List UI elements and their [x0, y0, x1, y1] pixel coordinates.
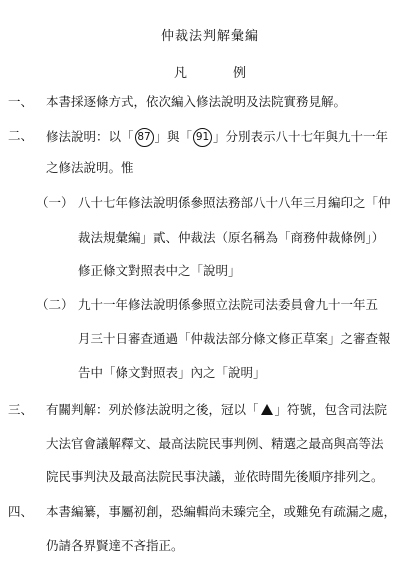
- section-heading: [0, 62, 420, 81]
- item-3-text-a: 有關判解：列於修法說明之後，冠以「: [46, 402, 259, 417]
- item-2-text-b: 」與「: [154, 129, 193, 144]
- item-1-line-1: 本書採逐條方式，依次編入修法說明及法院實務見解。: [46, 94, 347, 109]
- item-2-text-a: 修法說明：以「: [46, 129, 134, 144]
- item-3-line-1: [46, 402, 387, 418]
- circled-91-icon: 91: [193, 128, 212, 147]
- subitem-1-line-3: 修正條文對照表中之「說明」: [78, 263, 241, 278]
- item-3-text-b: 」符號，包含司法院: [274, 402, 388, 417]
- section-heading-left: 凡: [173, 66, 187, 81]
- item-number-2: 二、: [8, 128, 34, 143]
- subitem-1-line-2: 裁法規彙編」貳、仲裁法（原名稱為「商務仲裁條例」）: [78, 230, 385, 245]
- subitem-number-1: （一）: [36, 195, 74, 210]
- item-2-text-c: 」分別表示八十七年與九十一年: [213, 129, 389, 144]
- item-number-1: 一、: [8, 94, 34, 109]
- subitem-2-line-3: 告中「條文對照表」內之「說明」: [78, 365, 266, 380]
- item-3-line-2: 大法官會議解釋文、最高法院民事判例、精選之最高與高等法: [46, 436, 384, 451]
- item-3-line-3: 院民事判決及最高法院民事決議，並依時間先後順序排列之。: [46, 469, 384, 484]
- item-4-line-1: 本書編纂，事屬初創，恐編輯尚未臻完全，或難免有疏漏之處，: [46, 504, 397, 519]
- section-heading-right: 例: [233, 66, 247, 81]
- item-number-3: 三、: [8, 402, 34, 417]
- subitem-2-line-1: 九十一年修法說明係參照立法院司法委員會九十一年五: [78, 297, 379, 312]
- item-number-4: 四、: [8, 504, 34, 519]
- document-title: 仲裁法判解彙編: [160, 29, 259, 44]
- subitem-1-line-1: 八十七年修法說明係參照法務部八十八年三月編印之「仲: [78, 195, 391, 210]
- item-2-line-2: 之修法說明。惟: [46, 160, 134, 175]
- item-4-line-2: 仍請各界賢達不吝指正。: [46, 538, 184, 553]
- circled-87-icon: 87: [135, 128, 154, 147]
- triangle-marker-icon: [261, 404, 273, 415]
- subitem-2-line-2: 月三十日審查通過「仲裁法部分條文修正草案」之審查報: [78, 331, 391, 346]
- subitem-number-2: （二）: [36, 297, 74, 312]
- item-2-line-1: [46, 128, 388, 147]
